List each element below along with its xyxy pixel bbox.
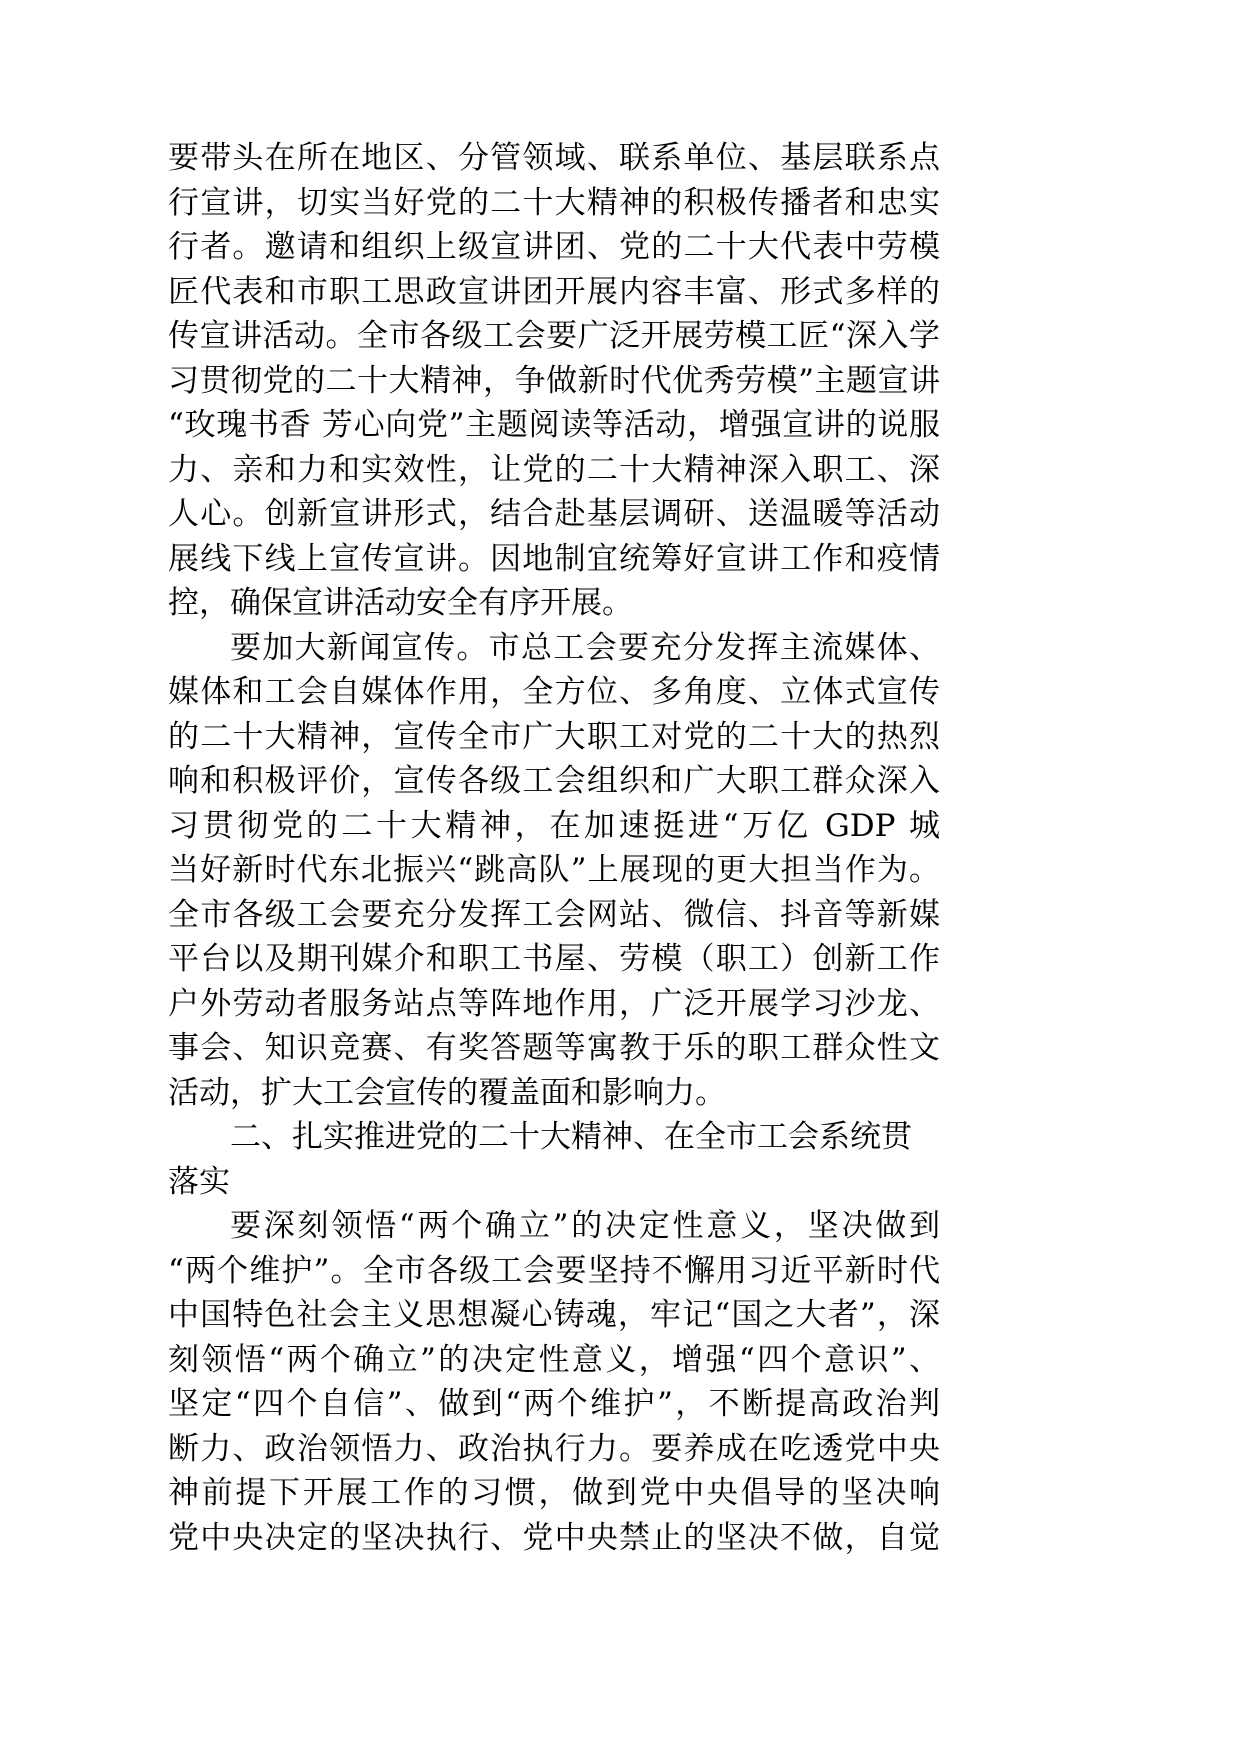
section-heading: [168, 1115, 940, 1204]
text-line: “玫瑰书香 芳心向党”主题阅读等活动，增强宣讲的说服: [168, 407, 940, 443]
text-line: 行者。邀请和组织上级宣讲团、党的二十大代表中劳模: [168, 229, 940, 265]
body-paragraph: [168, 136, 940, 626]
text-line: 的二十大精神，宣传全市广大职工对党的二十大的热烈: [168, 718, 940, 755]
text-line: “两个维护”。全市各级工会要坚持不懈用习近平新时代: [168, 1252, 940, 1289]
heading-line: 落实: [168, 1163, 230, 1200]
text-line: 习贯彻党的二十大精神，争做新时代优秀劳模”主题宣讲: [168, 362, 940, 399]
text-line: 响和积极评价，宣传各级工会组织和广大职工群众深入: [168, 763, 940, 799]
text-line: 中国特色社会主义思想凝心铸魂，牢记“国之大者”，深: [168, 1297, 940, 1333]
text-line: 要加大新闻宣传。市总工会要充分发挥主流媒体、: [230, 629, 940, 666]
text-line: 活动，扩大工会宣传的覆盖面和影响力。: [168, 1074, 726, 1111]
heading-line: 二、扎实推进党的二十大精神、在全市工会系统贯: [230, 1119, 912, 1155]
text-line: 刻领悟“两个确立”的决定性意义，增强“四个意识”、: [168, 1341, 940, 1378]
text-line: 要深刻领悟“两个确立”的决定性意义，坚决做到: [230, 1208, 940, 1244]
text-line: 当好新时代东北振兴“跳高队”上展现的更大担当作为。: [168, 852, 940, 888]
text-line: 行宣讲，切实当好党的二十大精神的积极传播者和忠实: [168, 184, 940, 221]
text-line: 力、亲和力和实效性，让党的二十大精神深入职工、深: [168, 451, 940, 488]
document-body: [168, 136, 940, 1560]
text-line: 断力、政治领悟力、政治执行力。要养成在吃透党中央: [168, 1430, 940, 1467]
text-line: 户外劳动者服务站点等阵地作用，广泛开展学习沙龙、: [168, 985, 940, 1022]
body-paragraph: [168, 626, 940, 1116]
text-line: 人心。创新宣讲形式，结合赴基层调研、送温暖等活动: [168, 496, 940, 532]
text-line: 控，确保宣讲活动安全有序开展。: [168, 585, 633, 621]
text-line: 媒体和工会自媒体作用，全方位、多角度、立体式宣传: [168, 674, 940, 710]
text-line: 习贯彻党的二十大精神，在加速挺进“万亿 GDP 城: [168, 807, 940, 844]
text-line: 事会、知识竞赛、有奖答题等寓教于乐的职工群众性文: [168, 1030, 940, 1066]
text-line: 传宣讲活动。全市各级工会要广泛开展劳模工匠“深入学: [168, 318, 940, 354]
body-paragraph: [168, 1204, 940, 1560]
text-line: 党中央决定的坚决执行、党中央禁止的坚决不做，自觉: [168, 1519, 940, 1556]
text-line: 平台以及期刊媒介和职工书屋、劳模（职工）创新工作: [168, 941, 940, 977]
text-line: 全市各级工会要充分发挥工会网站、微信、抖音等新媒: [168, 896, 940, 933]
text-line: 坚定“四个自信”、做到“两个维护”，不断提高政治判: [168, 1386, 940, 1422]
text-line: 要带头在所在地区、分管领域、联系单位、基层联系点: [168, 140, 940, 176]
text-line: 展线下线上宣传宣讲。因地制宜统筹好宣讲工作和疫情: [168, 540, 940, 577]
text-line: 神前提下开展工作的习惯，做到党中央倡导的坚决响: [168, 1475, 940, 1511]
text-line: 匠代表和市职工思政宣讲团开展内容丰富、形式多样的: [168, 273, 940, 310]
